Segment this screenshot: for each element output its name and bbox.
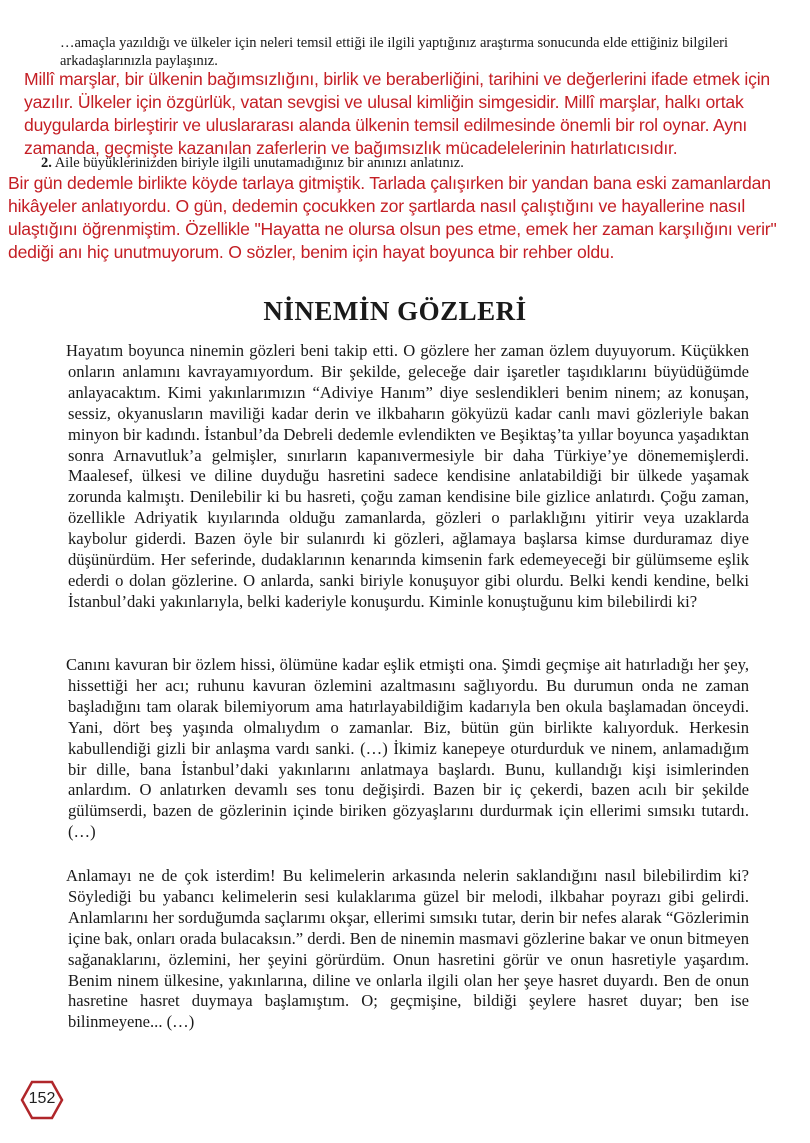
question-2 — [41, 154, 741, 172]
answer-1: Millî marşlar, bir ülkenin bağımsızlığını, birlik ve beraberliğini, tarihini ve değerlerini ifade etmek için yazılır. Ülkeler için özgürlük, vatan sevgisi ve ulusal kimliğin simgesidir. Millî marşlar, halkı ortak duygularda birleştirir ve uluslararası alanda ülkenin temsil edilmesinde önemli bir rol oynar. Aynı zamanda, geçmişte kazanılan zaferlerin ve bağımsızlık mücadelelerinin hatırlatıcısıdır. — [24, 69, 771, 158]
story-paragraph-2 — [68, 655, 749, 843]
paragraph-text: Hayatım boyunca ninemin gözleri beni takip etti. O gözlere her zaman özlem duyuyorum. Küçükken onların anlamını kavrayamıyordum. Bir şekilde, geleceğe dair işaretler taşıdıklarını büyüdüğümde anlayacaktım. Kimi yakınlarımızın “Adiviye Hanım” diye seslendikleri benim ninem; az konuşan, sessiz, okyanusların maviliği kadar derin ve ilkbaharın gökyüzü kadar canlı mavi gözleriyle bakan minyon bir kadındı. İstanbul’da Debreli dedemle evlendikten ve Beşiktaş’ta yıllar boyunca yaşadıktan sonra Arnavutluk’a gelmişler, sınırların kapanıvermesiyle bir daha Türkiye’ye dönememişlerdi. Maalesef, ülkesi ve diline duyduğu hasretini sadece kendisine anlatabildiği bir ülkede yaşamak zorunda kalmıştı. Denilebilir ki bu hasreti, çoğu zaman kendisine bile gizlice anlatırdı. Çoğu zaman, özellikle Adriyatik kıyılarında olduğu zamanlarda, gözleri o parlaklığını yitirir veya uzaklarda kaybolur giderdi. Bazen öyle bir sulanırdı ki gözleri, ağlamaya başlarsa kimse durduramaz diye düşünürdüm. Her seferinde, dudaklarının kenarında kimsenin fark edemeyeceği bir gülümseme eşlik ederdi o dolan gözlerine. O anlarda, sanki biriyle konuşuyor gibi olurdu. Belki kendi kendine, belki İstanbul’daki yakınlarıyla, belki kaderiyle konuşurdu. Kiminle konuştuğunu kim bilebilirdi ki? — [66, 341, 749, 611]
question-2-text: Aile büyüklerinizden biriyle ilgili unutamadığınız bir anınızı anlatınız. — [54, 155, 464, 171]
page-number-badge — [20, 1080, 64, 1120]
story-title: NİNEMİN GÖZLERİ — [263, 296, 527, 326]
question-1 — [60, 34, 760, 70]
question-2-number: 2. — [41, 155, 52, 171]
answer-2: Bir gün dedemle birlikte köyde tarlaya gitmiştik. Tarlada çalışırken bir yandan bana eski zamanlardan hikâyeler anlatıyordu. O gün, dedemin çocukken zor şartlarda nasıl çalıştığını ve hayallerine nasıl ulaştığını öğrenmiştim. Özellikle "Hayatta ne olursa olsun pes etme, emek her zaman karşılığını verir" dediği anı hiç unutmuyorum. O sözler, benim için hayat boyunca bir rehber oldu. — [8, 173, 777, 262]
page-number: 152 — [28, 1090, 56, 1107]
story-paragraph-1 — [68, 341, 749, 613]
paragraph-text: Canını kavuran bir özlem hissi, ölümüne kadar eşlik etmişti ona. Şimdi geçmişe ait hatırladığı her şey, hissettiği her acı; ruhunu kavuran özlemini azaltmasını sağlıyordu. Bu durumun onda ne zaman başladığını tam olarak bilemiyorum ama hatırlayabildiğim kadarıyla ben okula başlamadan önceydi. Yani, dört beş yaşında olmalıydım o zamanlar. Biz, bütün gün birlikte kalıyorduk. Herkesin kabullendiği gizli bir anlaşma vardı sanki. (…) İkimiz kanepeye oturdurduk ve ninem, anlamadığım bir dille, bana İstanbul’daki yakınlarını anlatmaya başlardı. Bunu, kullandığı kişi isimlerinden anlardım. O anlatırken devamlı ses tonu değişirdi. Bazen bir iç çekerdi, bazen acılı bir şekilde gülümserdi, bazen de gözlerinin içinde biriken gözyaşlarını durdurmak için ellerimi sımsıkı tutardı. (…) — [66, 655, 749, 842]
story-paragraph-3 — [68, 866, 749, 1033]
paragraph-text: Anlamayı ne de çok isterdim! Bu kelimelerin arkasında nelerin saklandığını nasıl bilebilirdim ki? Söylediği bu yabancı kelimelerin sesi kulaklarıma güzel bir melodi, ilkbahar poyrazı gibi gelirdi. Anlamlarını her sorduğumda saçlarımı okşar, ellerimi sımsıkı tutar, derin bir nefes alarak “Gözlerimin içine bak, onları orada bulacaksın.” derdi. Ben de ninemin masmavi gözlerine bakar ve onun bitmeyen sağanaklarını, özlemini, her şeyini görürdüm. Onun hasretini görür ve onun hasretiyle yaşardım. Benim ninem ülkesine, yakınlarına, diline ve onlarla ilgili olan her şeye hasret duyardı. Ben de onun hasretine hasret duymaya başlamıştım. O; geçmişine, bildiği şeylere hasret duyar; ben ise bilinmeyene... (…) — [66, 866, 749, 1032]
question-1-text: …amaçla yazıldığı ve ülkeler için neleri temsil ettiği ile ilgili yaptığınız araştırma sonucunda elde ettiğiniz bilgileri arkadaşlarınızla paylaşınız. — [60, 35, 728, 69]
